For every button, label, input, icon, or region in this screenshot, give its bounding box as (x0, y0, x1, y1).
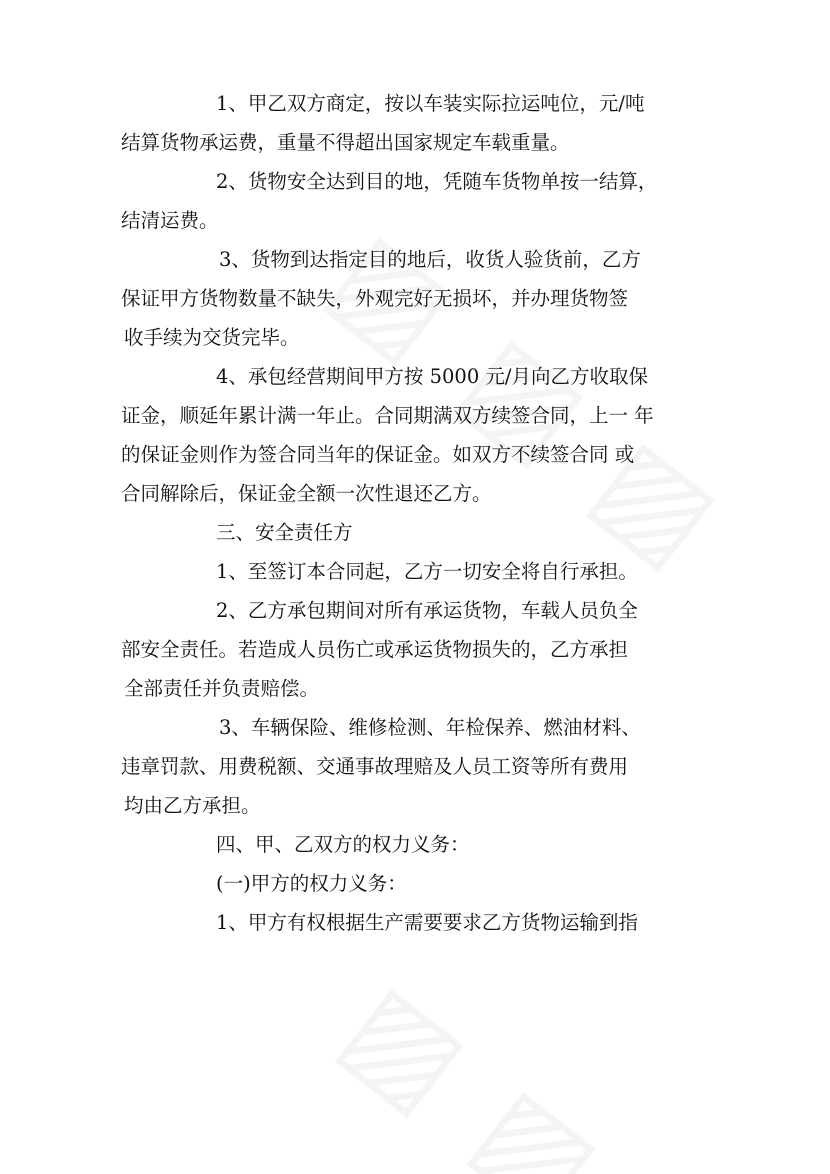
section-heading: 四、甲、乙双方的权力义务： (216, 833, 470, 856)
paragraph-line: 4、承包经营期间甲方按 5000 元/月向乙方收取保 (216, 365, 648, 388)
watermark-icon (318, 957, 629, 1174)
paragraph-line: 违章罚款、用费税额、交通事故理赔及人员工资等所有费用 (121, 755, 629, 778)
paragraph-line: 1、甲乙双方商定，按以车装实际拉运吨位，元/吨 (216, 92, 645, 115)
paragraph-line: 收手续为交货完毕。 (124, 326, 300, 349)
paragraph-line: 结清运费。 (121, 209, 219, 232)
paragraph-line: 3、货物到达指定目的地后，收货人验货前，乙方 (219, 248, 641, 271)
paragraph-line: 证金，顺延年累计满一年止。合同期满双方续签合同，上一 年 (121, 404, 654, 427)
paragraph-line: 1、至签订本合同起，乙方一切安全将自行承担。 (216, 560, 638, 583)
paragraph-line: 3、车辆保险、维修检测、年检保养、燃油材料、 (219, 716, 641, 739)
document-body (121, 84, 711, 942)
section-heading: 三、安全责任方 (216, 521, 353, 544)
paragraph-line: 的保证金则作为签合同当年的保证金。如双方不续签合同 或 (121, 443, 635, 466)
paragraph-line: 保证甲方货物数量不缺失，外观完好无损坏，并办理货物签 (121, 287, 629, 310)
paragraph-line: 均由乙方承担。 (124, 794, 261, 817)
paragraph-line: 全部责任并负责赔偿。 (124, 677, 320, 700)
paragraph-line: 合同解除后，保证金全额一次性退还乙方。 (121, 482, 492, 505)
paragraph-line: 1、甲方有权根据生产需要要求乙方货物运输到指 (216, 911, 638, 934)
paragraph-line: 部安全责任。若造成人员伤亡或承运货物损失的，乙方承担 (121, 638, 629, 661)
paragraph-line: 2、货物安全达到目的地，凭随车货物单按一结算， (216, 170, 658, 193)
paragraph-line: 2、乙方承包期间对所有承运货物，车载人员负全 (216, 599, 638, 622)
paragraph-line: 结算货物承运费，重量不得超出国家规定车载重量。 (121, 131, 570, 154)
subsection-heading: (一)甲方的权力义务： (216, 872, 407, 895)
